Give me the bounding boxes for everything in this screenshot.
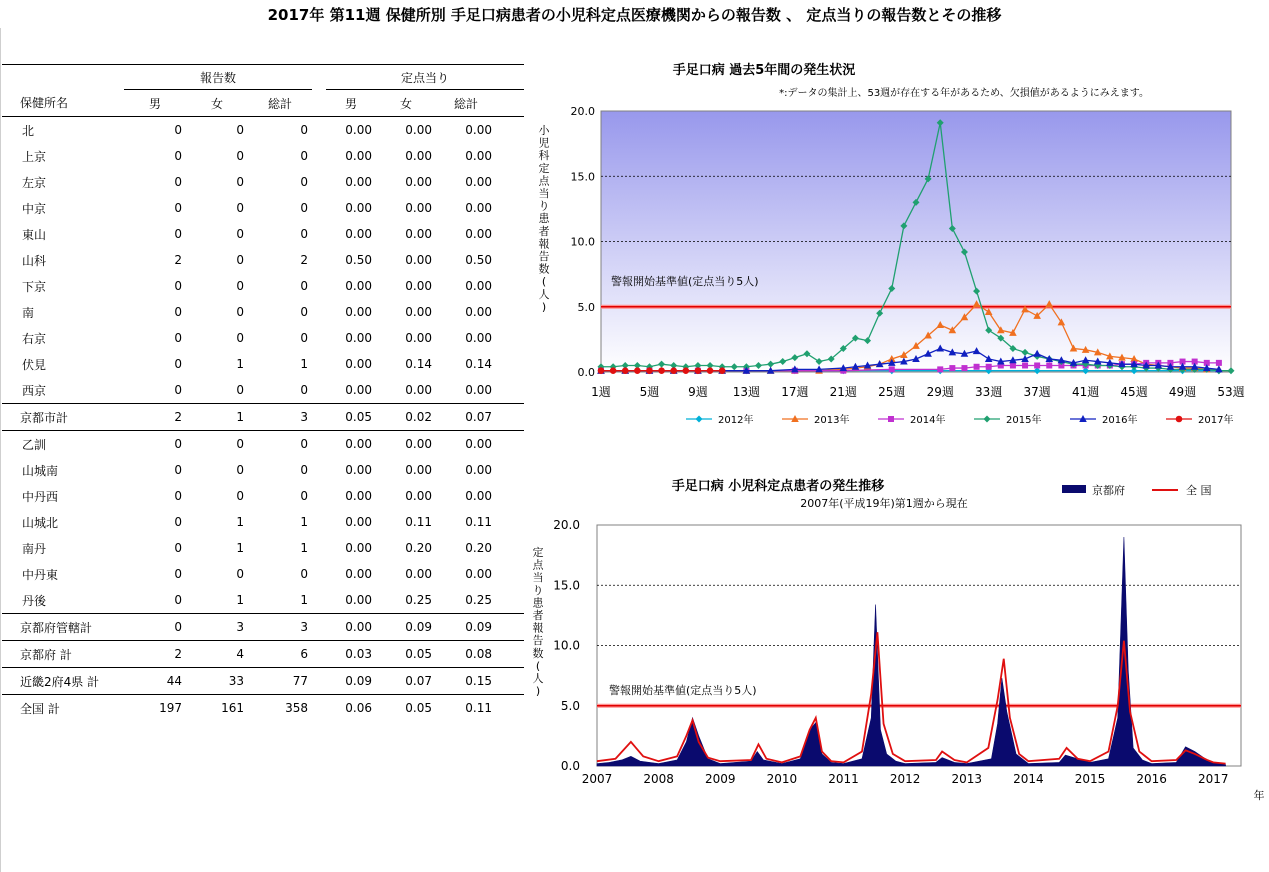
chart2-xtick-label: 2008 [643, 772, 674, 786]
chart2-ylabel: 定点当り患者報告数(人) [532, 546, 544, 698]
col-header-name: 保健所名 [20, 96, 69, 111]
chart1-point [658, 367, 665, 374]
row-male-per-sentinel: 0.00 [345, 515, 373, 529]
col-header-total-per-sentinel: 総計 [454, 96, 479, 111]
row-total: 1 [300, 357, 309, 371]
row-name: 上京 [22, 149, 47, 164]
row-name: 京都府 計 [2, 641, 124, 668]
table-row [2, 457, 524, 483]
chart1-point [598, 367, 605, 374]
chart1-point [1034, 362, 1040, 368]
row-total: 0 [300, 279, 309, 293]
chart1-xtick-label: 49週 [1168, 385, 1197, 399]
row-female-per-sentinel: 0.20 [405, 541, 433, 555]
row-total: 0 [300, 201, 309, 215]
row-name: 東山 [22, 227, 47, 242]
row-name: 丹後 [22, 593, 47, 608]
table-row [2, 195, 524, 221]
table-row [2, 273, 524, 299]
row-female: 0 [236, 463, 244, 477]
row-male: 0 [174, 227, 182, 241]
row-total-per-sentinel: 0.14 [465, 357, 493, 371]
row-male-per-sentinel: 0.50 [345, 253, 373, 267]
table-row [2, 299, 524, 325]
row-female: 1 [236, 515, 244, 529]
table-column-header-row [2, 90, 524, 117]
row-total-per-sentinel: 0.00 [465, 201, 493, 215]
row-name: 山科 [22, 253, 47, 268]
row-male: 0 [174, 541, 182, 555]
chart1-note: *:データの集計上、53週が存在する年があるため、欠損値があるようにみえます。 [779, 88, 1149, 99]
chart1-legend-marker [984, 416, 991, 423]
row-female-per-sentinel: 0.00 [376, 117, 436, 144]
row-total-per-sentinel: 0.00 [465, 279, 493, 293]
table-row [2, 117, 524, 144]
row-female: 0 [236, 305, 244, 319]
row-name: 中丹東 [22, 567, 59, 582]
row-female-per-sentinel: 0.14 [405, 357, 433, 371]
row-name: 右京 [22, 331, 47, 346]
chart1-xtick-label: 21週 [829, 385, 857, 399]
chart2-xtick-label: 2009 [704, 772, 736, 786]
row-male: 0 [174, 489, 182, 503]
chart1-point [1022, 362, 1028, 368]
chart2-subtitle: 2007年(平成19年)第1週から現在 [800, 497, 968, 510]
chart1-xtick-label: 37週 [1023, 385, 1051, 399]
chart1-xtick-label: 5週 [639, 385, 660, 399]
row-male-per-sentinel: 0.00 [345, 489, 373, 503]
chart1-xtick-label: 29週 [926, 385, 954, 399]
row-female: 0 [186, 431, 248, 458]
per-sentinel-group-header: 定点当り [326, 65, 524, 90]
row-male-per-sentinel: 0.00 [345, 541, 373, 555]
chart1-legend-marker [888, 416, 894, 422]
row-male-per-sentinel: 0.00 [345, 201, 373, 215]
table-row [2, 431, 524, 458]
row-female-per-sentinel: 0.00 [376, 431, 436, 458]
row-female: 0 [236, 175, 244, 189]
row-female: 0 [236, 149, 244, 163]
chart2-ytick-label: 20.0 [553, 518, 580, 532]
row-total-per-sentinel: 0.50 [465, 253, 493, 267]
chart1-xtick-label: 1週 [591, 385, 611, 399]
chart1-point [670, 367, 677, 374]
row-total: 0 [300, 489, 309, 503]
row-female-per-sentinel: 0.00 [405, 279, 433, 293]
chart1-point [889, 366, 895, 372]
table-row [2, 377, 524, 404]
row-female-per-sentinel: 0.05 [376, 695, 436, 722]
row-female: 3 [186, 614, 248, 641]
row-male: 0 [174, 463, 182, 477]
row-total-per-sentinel: 0.00 [465, 383, 493, 397]
row-female: 0 [236, 201, 244, 215]
row-male-per-sentinel: 0.00 [345, 567, 373, 581]
row-male: 0 [174, 149, 182, 163]
chart1-legend-item [1070, 413, 1137, 426]
row-male-per-sentinel: 0.00 [345, 463, 373, 477]
row-female-per-sentinel: 0.00 [405, 383, 433, 397]
chart1-xtick-label: 25週 [878, 385, 906, 399]
row-female: 0 [186, 117, 248, 144]
row-male-per-sentinel: 0.03 [326, 641, 376, 668]
row-total: 0 [248, 431, 312, 458]
row-male-per-sentinel: 0.00 [326, 614, 376, 641]
chart1-ylabel: 小児科定点当り患者報告数(人) [538, 124, 550, 314]
row-total: 0 [300, 567, 309, 581]
row-total: 1 [300, 593, 309, 607]
row-male: 44 [124, 668, 186, 695]
row-female: 0 [236, 567, 244, 581]
chart1-legend-label: 2014年 [910, 415, 946, 426]
row-name: 北 [2, 117, 124, 144]
row-male-per-sentinel: 0.00 [345, 357, 373, 371]
row-total-per-sentinel: 0.11 [436, 695, 496, 722]
row-male: 0 [174, 357, 182, 371]
row-name: 西京 [22, 383, 47, 398]
row-name: 中京 [22, 201, 47, 216]
chart2-legend-item [1152, 483, 1212, 497]
row-female: 0 [236, 279, 244, 293]
row-total-per-sentinel: 0.09 [436, 614, 496, 641]
chart1-point [610, 367, 617, 374]
chart2-xtick-label: 2007 [581, 772, 613, 786]
row-name: 京都府管轄計 [2, 614, 124, 641]
chart1-xtick-label: 33週 [975, 385, 1003, 399]
row-total: 0 [300, 305, 309, 319]
chart1-point [695, 367, 702, 374]
row-male: 197 [124, 695, 186, 722]
row-female: 4 [186, 641, 248, 668]
row-name: 乙訓 [2, 431, 124, 458]
row-male-per-sentinel: 0.00 [345, 279, 373, 293]
row-name: 中丹西 [22, 489, 59, 504]
five-year-chart [524, 50, 1245, 490]
chart1-legend-item [686, 413, 753, 426]
row-total-per-sentinel: 0.11 [465, 515, 493, 529]
chart2-legend-label: 全 国 [1186, 484, 1212, 497]
row-name: 山城北 [22, 515, 59, 530]
table-row [2, 587, 524, 614]
row-name: 全国 計 [2, 695, 124, 722]
row-total: 0 [300, 463, 309, 477]
row-male-per-sentinel: 0.00 [345, 331, 373, 345]
row-total-per-sentinel: 0.15 [436, 668, 496, 695]
row-female-per-sentinel: 0.00 [405, 489, 433, 503]
row-female-per-sentinel: 0.02 [376, 404, 436, 431]
chart1-ytick-label: 0.0 [577, 366, 595, 379]
table-row [2, 221, 524, 247]
row-female: 1 [236, 593, 244, 607]
row-male: 0 [124, 117, 186, 144]
chart1-point [961, 365, 967, 371]
chart2-ytick-label: 15.0 [553, 578, 580, 593]
row-name: 南丹 [22, 541, 47, 556]
row-total-per-sentinel: 0.20 [465, 541, 493, 555]
row-female: 1 [236, 357, 244, 371]
row-total: 0 [300, 175, 309, 189]
table-row [2, 668, 524, 695]
row-female: 0 [236, 489, 244, 503]
chart2-xtick-label: 2012 [889, 772, 921, 786]
row-male: 0 [174, 305, 182, 319]
row-male-per-sentinel: 0.06 [326, 695, 376, 722]
row-female-per-sentinel: 0.09 [376, 614, 436, 641]
chart1-xtick-label: 41週 [1071, 385, 1100, 399]
row-female-per-sentinel: 0.11 [405, 515, 433, 529]
table-row [2, 404, 524, 431]
row-female-per-sentinel: 0.25 [405, 593, 433, 607]
col-header-female: 女 [210, 96, 223, 111]
chart1-xtick-label: 45週 [1120, 385, 1148, 399]
table-row [2, 535, 524, 561]
table-row [2, 561, 524, 587]
row-total-per-sentinel: 0.07 [436, 404, 496, 431]
row-total: 1 [300, 541, 309, 555]
chart2-title: 手足口病 小児科定点患者の発生推移 [671, 479, 885, 494]
row-female: 33 [186, 668, 248, 695]
chart2-xtick-label: 2014 [1013, 772, 1044, 786]
chart1-legend-item [878, 413, 945, 426]
row-female-per-sentinel: 0.00 [405, 253, 433, 267]
chart1-point [986, 364, 992, 370]
chart1-xtick-label: 53週 [1217, 385, 1245, 399]
chart2-xtick-label: 2016 [1136, 772, 1167, 786]
row-female: 0 [236, 383, 244, 397]
row-total-per-sentinel: 0.00 [465, 227, 493, 241]
table-row [2, 325, 524, 351]
row-male-per-sentinel: 0.00 [345, 149, 373, 163]
row-total-per-sentinel: 0.00 [465, 149, 493, 163]
chart2-xlabel: 年 [1253, 789, 1265, 802]
chart2-legend-swatch [1062, 485, 1086, 493]
chart1-point [622, 367, 629, 374]
col-header-male: 男 [148, 96, 161, 111]
row-female: 1 [236, 541, 244, 555]
row-total-per-sentinel: 0.00 [465, 489, 493, 503]
row-total-per-sentinel: 0.00 [436, 431, 496, 458]
row-total: 6 [248, 641, 312, 668]
row-female: 1 [186, 404, 248, 431]
chart1-xtick-label: 13週 [732, 385, 761, 399]
row-female-per-sentinel: 0.00 [405, 149, 433, 163]
row-male-per-sentinel: 0.00 [345, 305, 373, 319]
row-total: 3 [248, 614, 312, 641]
chart2-ytick-label: 0.0 [560, 759, 580, 773]
chart1-point [1046, 362, 1052, 368]
table-row [2, 483, 524, 509]
row-total-per-sentinel: 0.08 [436, 641, 496, 668]
table-row [2, 641, 524, 668]
row-male-per-sentinel: 0.00 [326, 117, 376, 144]
row-name: 左京 [22, 175, 47, 190]
row-male-per-sentinel: 0.00 [345, 383, 373, 397]
row-total: 0 [300, 227, 309, 241]
chart1-ytick-label: 10.0 [570, 235, 595, 249]
row-female-per-sentinel: 0.07 [376, 668, 436, 695]
col-header-male-per-sentinel: 男 [345, 96, 358, 111]
row-male-per-sentinel: 0.00 [326, 431, 376, 458]
table-row [2, 169, 524, 195]
chart1-legend-label: 2015年 [1006, 415, 1042, 426]
row-male-per-sentinel: 0.00 [345, 227, 373, 241]
chart1-point [1010, 362, 1016, 368]
row-female-per-sentinel: 0.00 [405, 201, 433, 215]
row-male: 0 [174, 175, 182, 189]
row-total: 2 [300, 253, 309, 267]
page-title: 2017年 第11週 保健所別 手足口病患者の小児科定点医療機関からの報告数 、 定点当りの報告数とその推移 [267, 6, 1002, 24]
chart2-legend-label: 京都府 [1092, 484, 1125, 497]
row-total: 3 [248, 404, 312, 431]
chart2-xtick-label: 2011 [828, 772, 859, 786]
chart1-ytick-label: 15.0 [570, 170, 595, 184]
chart1-point [937, 366, 943, 372]
table-row [2, 614, 524, 641]
row-male: 2 [124, 404, 186, 431]
row-name: 山城南 [22, 463, 59, 478]
table-row [2, 695, 524, 722]
row-male-per-sentinel: 0.00 [345, 593, 373, 607]
chart1-legend-item [782, 413, 849, 426]
row-male: 0 [124, 431, 186, 458]
row-total: 0 [300, 149, 309, 163]
row-male: 0 [174, 515, 182, 529]
chart1-title: 手足口病 過去5年間の発生状況 [672, 63, 856, 78]
chart1-ytick-label: 20.0 [570, 105, 595, 118]
chart2-legend-item [1062, 483, 1125, 497]
chart2-xtick-label: 2017 [1197, 772, 1229, 786]
row-name: 京都市計 [2, 404, 124, 431]
row-total: 358 [248, 695, 312, 722]
row-male: 2 [174, 253, 182, 267]
col-header-total: 総計 [268, 96, 293, 111]
reports-group-header: 報告数 [124, 65, 312, 90]
row-male-per-sentinel: 0.09 [326, 668, 376, 695]
row-female-per-sentinel: 0.00 [405, 567, 433, 581]
row-male: 2 [124, 641, 186, 668]
row-name: 近畿2府4県 計 [2, 668, 124, 695]
row-male: 0 [174, 331, 182, 345]
chart1-xtick-label: 9週 [688, 385, 708, 399]
chart1-legend-marker [1176, 416, 1183, 423]
chart1-legend-marker [696, 416, 703, 423]
chart1-point [646, 367, 653, 374]
row-female-per-sentinel: 0.00 [405, 305, 433, 319]
chart1-point [974, 364, 980, 370]
row-male-per-sentinel: 0.00 [345, 175, 373, 189]
health-center-table [2, 64, 524, 721]
chart2-alert-label: 警報開始基準値(定点当り5人) [609, 683, 757, 697]
page-frame-line [0, 28, 1, 872]
row-male: 0 [174, 567, 182, 581]
row-female-per-sentinel: 0.00 [405, 331, 433, 345]
row-female-per-sentinel: 0.00 [405, 463, 433, 477]
trend-chart [524, 470, 1269, 810]
row-total: 0 [300, 383, 309, 397]
chart2-xtick-label: 2013 [951, 772, 983, 786]
chart1-legend-label: 2016年 [1102, 415, 1138, 426]
row-total-per-sentinel: 0.00 [436, 117, 496, 144]
chart1-legend-item [974, 413, 1041, 426]
chart2-ytick-label: 10.0 [553, 638, 580, 653]
chart1-point [949, 365, 955, 371]
chart1-legend-label: 2012年 [718, 415, 754, 426]
row-total: 0 [248, 117, 312, 144]
chart2-xtick-label: 2010 [766, 772, 798, 786]
row-female-per-sentinel: 0.00 [405, 175, 433, 189]
table-row [2, 247, 524, 273]
chart1-xtick-label: 17週 [781, 385, 809, 399]
row-total: 1 [300, 515, 309, 529]
row-female-per-sentinel: 0.05 [376, 641, 436, 668]
row-male: 0 [174, 279, 182, 293]
row-female: 0 [236, 253, 244, 267]
chart1-point [634, 367, 641, 374]
row-total-per-sentinel: 0.00 [465, 463, 493, 477]
row-total: 77 [248, 668, 312, 695]
row-male-per-sentinel: 0.05 [326, 404, 376, 431]
row-male: 0 [174, 383, 182, 397]
chart2-ytick-label: 5.0 [560, 698, 580, 713]
chart1-ytick-label: 5.0 [577, 300, 595, 314]
chart2-xtick-label: 2015 [1074, 772, 1106, 786]
row-total: 0 [300, 331, 309, 345]
row-total-per-sentinel: 0.00 [465, 175, 493, 189]
row-female-per-sentinel: 0.00 [405, 227, 433, 241]
row-male: 0 [174, 593, 182, 607]
table-group-header-row [2, 65, 524, 90]
table-row [2, 351, 524, 377]
row-male: 0 [124, 614, 186, 641]
chart1-point [719, 367, 726, 374]
row-name: 下京 [22, 279, 47, 294]
chart1-point [707, 367, 714, 374]
row-total-per-sentinel: 0.25 [465, 593, 493, 607]
chart1-plot-area [601, 111, 1231, 372]
row-female: 0 [236, 227, 244, 241]
chart1-alert-label: 警報開始基準値(定点当り5人) [611, 274, 759, 288]
chart1-legend-label: 2013年 [814, 415, 850, 426]
row-total-per-sentinel: 0.00 [465, 331, 493, 345]
table-row [2, 143, 524, 169]
chart1-point [683, 367, 690, 374]
chart1-legend-label: 2017年 [1198, 415, 1234, 426]
row-female: 0 [236, 331, 244, 345]
table-row [2, 509, 524, 535]
chart1-legend-item [1166, 413, 1233, 426]
row-name: 南 [22, 305, 35, 320]
row-name: 伏見 [22, 357, 47, 372]
row-male: 0 [174, 201, 182, 215]
chart1-point [1216, 360, 1222, 366]
row-total-per-sentinel: 0.00 [465, 305, 493, 319]
col-header-female-per-sentinel: 女 [400, 96, 413, 111]
row-total-per-sentinel: 0.00 [465, 567, 493, 581]
row-female: 161 [186, 695, 248, 722]
